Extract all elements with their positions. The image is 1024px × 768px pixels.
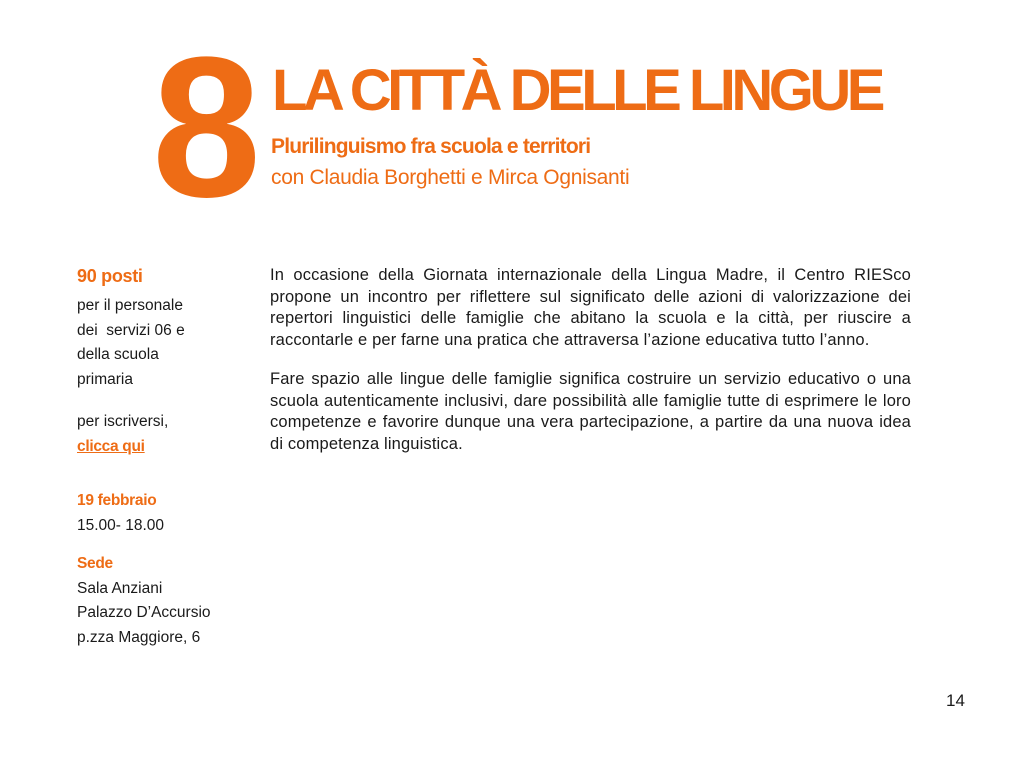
audience-line: primaria [77, 370, 133, 388]
page-subtitle: Plurilinguismo fra scuola e territori [271, 135, 591, 158]
audience-text [77, 294, 257, 392]
description-body [270, 265, 911, 473]
event-info-sidebar [77, 264, 257, 650]
event-date: 19 febbraio [77, 492, 157, 509]
audience-line: dei servizi 06 e [77, 321, 185, 339]
audience-line: per il personale [77, 297, 183, 314]
venue-line: p.zza Maggiore, 6 [77, 628, 201, 646]
description-paragraph: In occasione della Giornata internazionale della Lingua Madre, il Centro RIESco propone un incontro per riflettere sul significato delle azioni di valorizzazione dei repertori linguistici delle famiglie che abitano la scuola e la città, per riuscire a raccontarle e per farne una pratica che attraversa l’azione educativa tutto l’anno. [270, 266, 911, 349]
description-paragraph: Fare spazio alle lingue delle famiglie significa costruire un servizio educativo o una scuola autenticamente inclusivi, dare possibilità alle famiglie tutte di esprimere le loro competenze e favorire dunque una vera partecipazione, a partire da una nuova idea di competenza linguistica. [270, 370, 911, 453]
audience-line: della scuola [77, 346, 159, 363]
venue-line: Sala Anziani [77, 579, 163, 597]
seats-count: 90 posti [77, 266, 143, 286]
venue-line: Palazzo D’Accursio [77, 604, 211, 621]
signup-text: per iscriversi, [77, 413, 169, 430]
section-number: 8 [152, 16, 256, 239]
event-time: 15.00- 18.00 [77, 516, 165, 534]
page-number: 14 [946, 691, 965, 710]
presenters-line: con Claudia Borghetti e Mirca Ognisanti [271, 166, 630, 189]
page-title: LA CITTÀ DELLE LINGUE [272, 58, 881, 123]
venue-label: Sede [77, 555, 113, 572]
signup-link[interactable]: clicca qui [77, 437, 145, 455]
